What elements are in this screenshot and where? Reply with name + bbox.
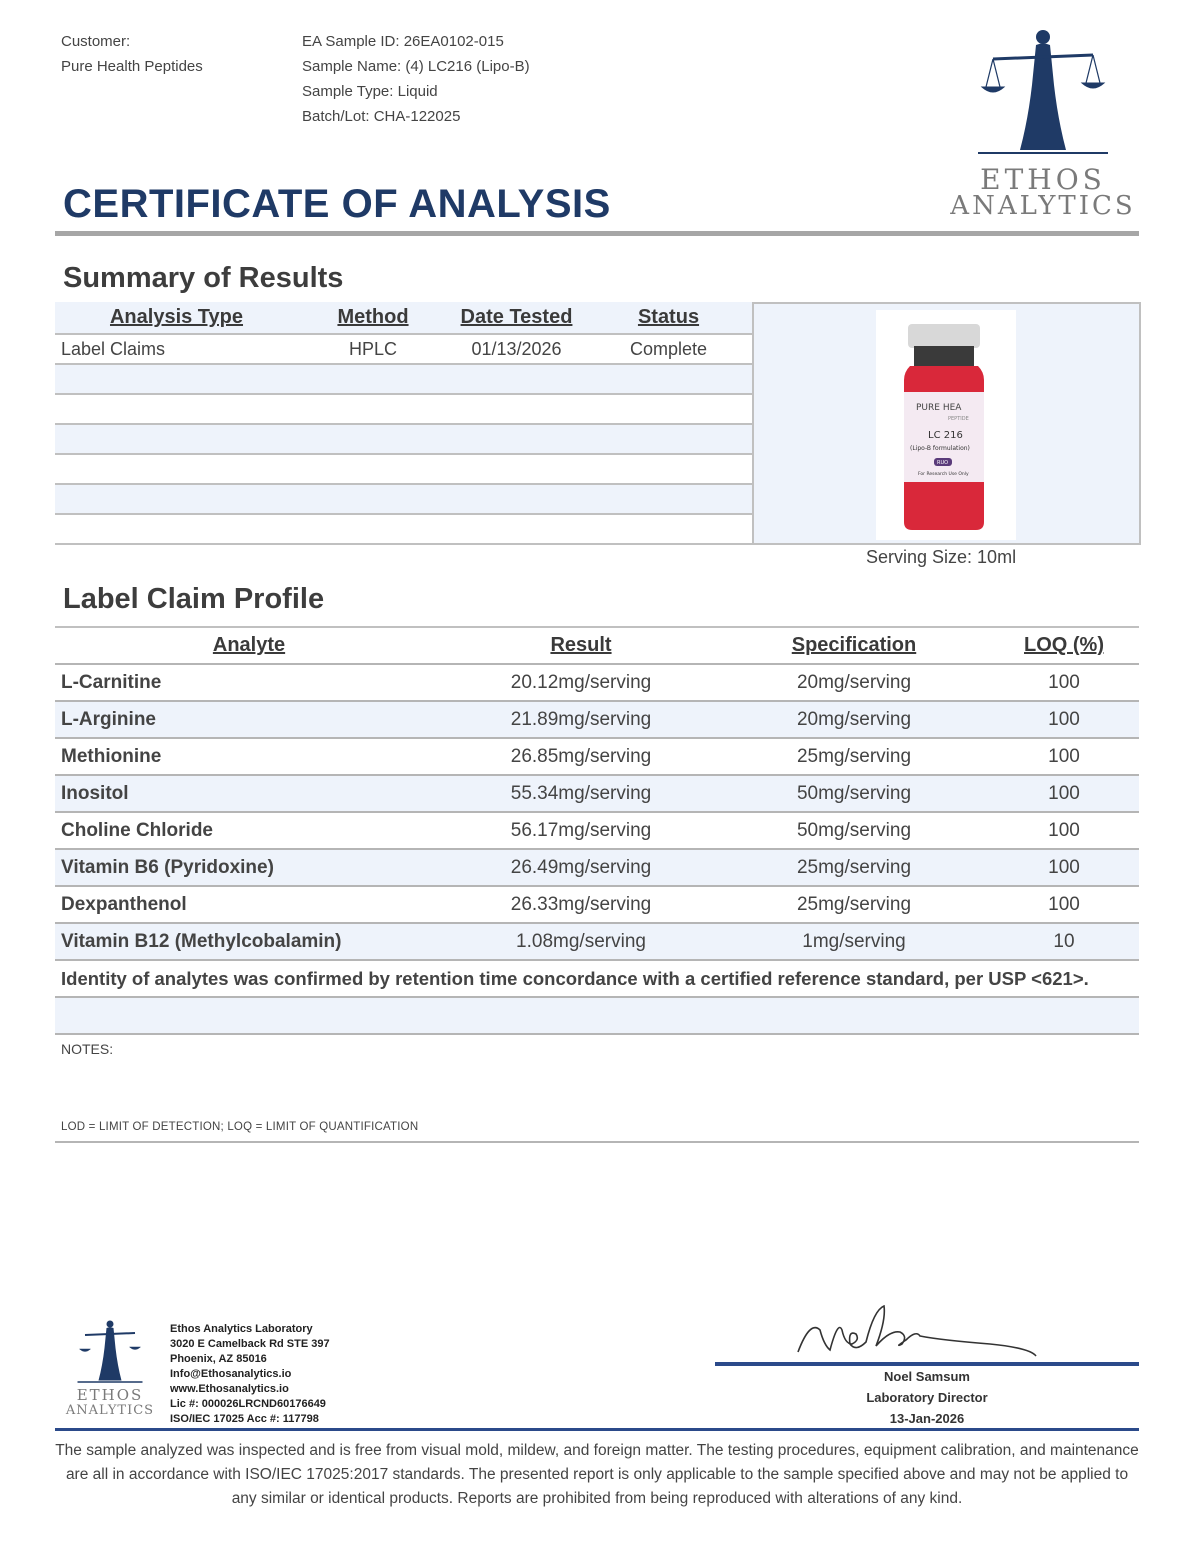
table-row <box>55 701 1139 738</box>
sample-name: Sample Name: (4) LC216 (Lipo-B) <box>302 58 530 75</box>
lab-iso: ISO/IEC 17025 Acc #: 117798 <box>170 1413 319 1425</box>
lady-justice-scales-icon <box>948 25 1138 165</box>
analyte-spec: 25mg/serving <box>719 738 989 775</box>
lady-justice-scales-icon <box>55 1318 165 1388</box>
analyte-loq: 100 <box>989 738 1139 775</box>
sample-info <box>302 29 530 129</box>
table-row <box>55 738 1139 775</box>
summary-header-date: Date Tested <box>448 302 585 334</box>
batch-lot: Batch/Lot: CHA-122025 <box>302 108 461 125</box>
profile-heading: Label Claim Profile <box>63 583 325 615</box>
analyte-loq: 100 <box>989 849 1139 886</box>
ethos-logo <box>948 25 1138 225</box>
summary-header-method: Method <box>298 302 448 334</box>
lab-info <box>170 1322 330 1427</box>
analyte-result: 26.49mg/serving <box>443 849 719 886</box>
analyte-name: Vitamin B6 (Pyridoxine) <box>55 849 443 886</box>
signer-name: Noel Samsum <box>884 1369 970 1384</box>
logo-text-ethos: ETHOS <box>980 163 1106 196</box>
summary-blank-row <box>55 514 752 544</box>
serving-size: Serving Size: 10ml <box>866 547 1017 567</box>
analyte-loq: 100 <box>989 886 1139 923</box>
analyte-name: Choline Chloride <box>55 812 443 849</box>
signer-title: Laboratory Director <box>866 1390 988 1405</box>
footer-logo-analytics: ANALYTICS <box>65 1403 155 1418</box>
vial-badge: RUO <box>937 460 949 466</box>
summary-cell-date: 01/13/2026 <box>448 334 585 364</box>
analyte-name: L-Arginine <box>55 701 443 738</box>
profile-blank-row <box>55 997 1139 1034</box>
vial-ruo-text: For Research Use Only <box>918 472 969 477</box>
analyte-name: Inositol <box>55 775 443 812</box>
lab-address1: 3020 E Camelback Rd STE 397 <box>170 1338 330 1350</box>
analyte-loq: 100 <box>989 664 1139 701</box>
sample-type: Sample Type: Liquid <box>302 83 438 100</box>
customer-block <box>61 29 203 79</box>
summary-heading: Summary of Results <box>63 262 344 294</box>
analyte-name: L-Carnitine <box>55 664 443 701</box>
signature-block <box>815 1366 1039 1429</box>
analyte-result: 26.85mg/serving <box>443 738 719 775</box>
analyte-loq: 100 <box>989 701 1139 738</box>
product-photo-box <box>752 302 1141 545</box>
notes-label: NOTES: <box>61 1041 114 1057</box>
summary-blank-row <box>55 454 752 484</box>
title-divider <box>55 231 1139 236</box>
vial-brand: PURE HEA <box>916 403 962 413</box>
sample-id: EA Sample ID: 26EA0102-015 <box>302 33 504 50</box>
analyte-spec: 25mg/serving <box>719 849 989 886</box>
summary-blank-row <box>55 364 752 394</box>
analyte-result: 21.89mg/serving <box>443 701 719 738</box>
analyte-result: 55.34mg/serving <box>443 775 719 812</box>
notes-divider <box>55 1141 1139 1143</box>
analyte-result: 20.12mg/serving <box>443 664 719 701</box>
lod-note: LOD = LIMIT OF DETECTION; LOQ = LIMIT OF QUANTIFICATION <box>61 1121 419 1133</box>
summary-table <box>55 302 752 545</box>
analyte-result: 26.33mg/serving <box>443 886 719 923</box>
analyte-spec: 25mg/serving <box>719 886 989 923</box>
lab-license: Lic #: 000026LRCND60176649 <box>170 1398 326 1410</box>
profile-header-specification: Specification <box>719 627 989 664</box>
vial-image <box>876 310 1016 540</box>
lab-email: Info@Ethosanalytics.io <box>170 1368 292 1380</box>
analyte-name: Dexpanthenol <box>55 886 443 923</box>
customer-label: Customer: <box>61 33 131 50</box>
analyte-spec: 50mg/serving <box>719 775 989 812</box>
identity-note: Identity of analytes was confirmed by retention time concordance with a certified reference standard, per USP <621>. <box>55 960 1139 997</box>
signature-date: 13-Jan-2026 <box>889 1411 965 1426</box>
profile-header-result: Result <box>443 627 719 664</box>
analyte-loq: 100 <box>989 775 1139 812</box>
vial-brand2: PEPTIDE <box>948 416 969 422</box>
vial-product: LC 216 <box>928 430 963 441</box>
table-row <box>55 923 1139 960</box>
analyte-result: 56.17mg/serving <box>443 812 719 849</box>
lab-address2: Phoenix, AZ 85016 <box>170 1353 267 1365</box>
analyte-name: Methionine <box>55 738 443 775</box>
table-row <box>55 812 1139 849</box>
profile-header-loq: LOQ (%) <box>989 627 1139 664</box>
footer-divider <box>55 1428 1139 1431</box>
footer-logo-ethos: ETHOS <box>76 1386 144 1404</box>
summary-cell-status: Complete <box>585 334 752 364</box>
summary-blank-row <box>55 424 752 454</box>
signature-image <box>790 1300 1050 1362</box>
footer-logo <box>55 1318 165 1428</box>
analyte-spec: 50mg/serving <box>719 812 989 849</box>
summary-blank-row <box>55 484 752 514</box>
vial-formulation: (Lipo-B formulation) <box>910 445 970 452</box>
analyte-spec: 20mg/serving <box>719 664 989 701</box>
summary-header-status: Status <box>585 302 752 334</box>
profile-header-analyte: Analyte <box>55 627 443 664</box>
summary-header-analysis-type: Analysis Type <box>55 302 298 334</box>
lab-name: Ethos Analytics Laboratory <box>170 1323 313 1335</box>
product-photo <box>876 310 1016 540</box>
lab-web: www.Ethosanalytics.io <box>170 1383 289 1395</box>
analyte-loq: 10 <box>989 923 1139 960</box>
summary-blank-row <box>55 394 752 424</box>
table-row <box>55 775 1139 812</box>
identity-row <box>55 960 1139 997</box>
customer-name: Pure Health Peptides <box>61 58 203 75</box>
profile-table <box>55 626 1139 1035</box>
analyte-name: Vitamin B12 (Methylcobalamin) <box>55 923 443 960</box>
page-title: CERTIFICATE OF ANALYSIS <box>63 182 611 226</box>
disclaimer: The sample analyzed was inspected and is free from visual mold, mildew, and foreign matter. The testing procedures, equipment calibration, and maintenance are all in accordance with ISO/IEC 17025:2017 standards. The presented report is only applicable to the sample specified above and may not be applied to any similar or identical products. Reports are prohibited from being reproduced with alterations of any kind. <box>55 1442 1139 1507</box>
logo-text-analytics: ANALYTICS <box>950 191 1136 221</box>
table-row <box>55 664 1139 701</box>
summary-cell-method: HPLC <box>298 334 448 364</box>
table-row <box>55 849 1139 886</box>
analyte-result: 1.08mg/serving <box>443 923 719 960</box>
analyte-spec: 20mg/serving <box>719 701 989 738</box>
analyte-spec: 1mg/serving <box>719 923 989 960</box>
summary-cell-analysis-type: Label Claims <box>55 334 298 364</box>
table-row <box>55 886 1139 923</box>
analyte-loq: 100 <box>989 812 1139 849</box>
